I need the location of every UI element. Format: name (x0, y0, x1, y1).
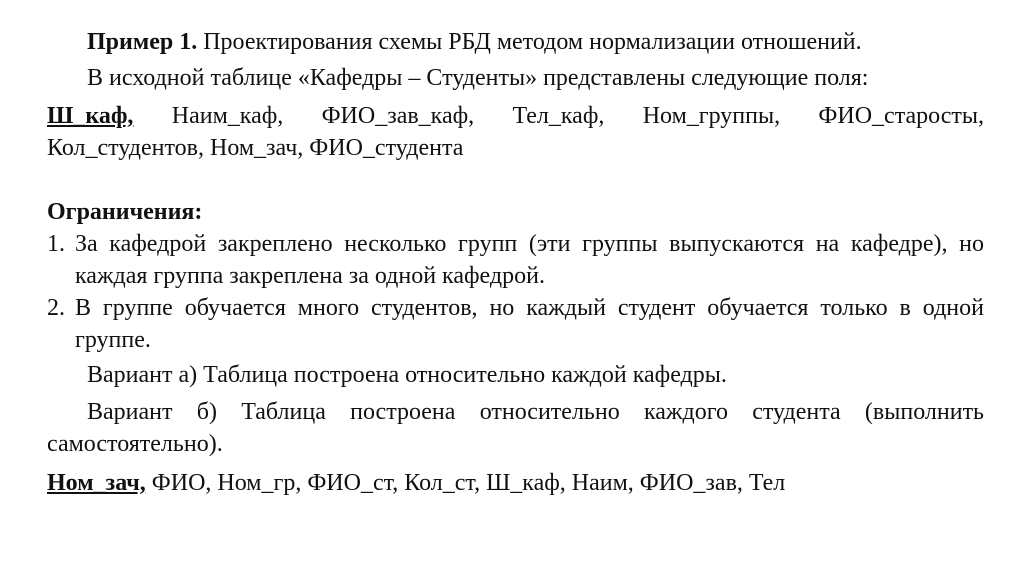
document-page (47, 26, 984, 499)
variant-b-paragraph: Вариант б) Таблица построена относительно каждого студента (выполнить самостоятельно). (47, 399, 984, 457)
constraints-heading: Ограничения: (47, 199, 203, 225)
list-item-number: 1. (47, 231, 65, 257)
variant-a-paragraph: Вариант а) Таблица построена относительно каждой кафедры. (87, 362, 727, 388)
result-primary-key: Ном_зач, (47, 470, 146, 496)
list-item-text: За кафедрой закреплено несколько групп (эти группы выпускаются на кафедре), но каждая группа закреплена за одной кафедрой. (75, 231, 984, 289)
list-item (47, 228, 984, 292)
list-item (47, 292, 984, 356)
result-fields-list: ФИО, Ном_гр, ФИО_ст, Кол_ст, Ш_каф, Наим, ФИО_зав, Тел (145, 470, 786, 496)
example-label: Пример 1. (87, 29, 198, 55)
constraints-list (47, 228, 984, 356)
fields-paragraph (47, 100, 984, 164)
fields-list: Наим_каф, ФИО_зав_каф, Тел_каф, Ном_группы, ФИО_старосты, Кол_студентов, Ном_зач, ФИО_студента (47, 103, 984, 161)
example-heading (47, 26, 984, 58)
list-item-number: 2. (47, 295, 65, 321)
result-fields-paragraph (47, 467, 984, 499)
intro-paragraph: В исходной таблице «Кафедры – Студенты» представлены следующие поля: (87, 65, 869, 91)
list-item-text: В группе обучается много студентов, но каждый студент обучается только в одной группе. (75, 295, 984, 353)
primary-key-field: Ш_каф, (47, 103, 134, 129)
example-title: Проектирования схемы РБД методом нормализации отношений. (197, 29, 862, 55)
